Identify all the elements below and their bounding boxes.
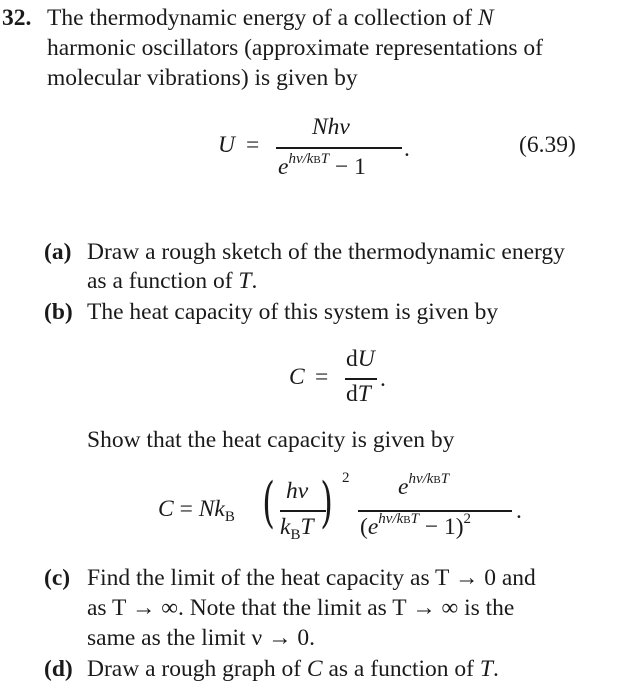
eq2-frac1-num: hν bbox=[286, 478, 309, 504]
part-c-line-3 bbox=[87, 624, 315, 652]
part-a-var-T: T bbox=[238, 268, 252, 294]
eq2-power: 2 bbox=[342, 470, 350, 486]
part-b-label: (b) bbox=[44, 299, 73, 325]
eq-U-lhs: U bbox=[218, 132, 235, 158]
eq-C-den: dT bbox=[346, 381, 371, 407]
intro-line-3 bbox=[47, 64, 358, 92]
eq-U-fraction-bar bbox=[276, 147, 402, 149]
part-d-label: (d) bbox=[44, 656, 73, 682]
eq2-frac2-num bbox=[398, 471, 450, 501]
eq2-frac1-den: $k_BT$ bbox=[280, 514, 314, 543]
eq-C-fraction-bar bbox=[345, 378, 377, 380]
part-c-line-1 bbox=[87, 564, 536, 592]
problem-number bbox=[2, 4, 31, 32]
eq-number: (6.39) bbox=[519, 132, 576, 158]
part-a-period: . bbox=[251, 268, 258, 294]
eq2-frac2-den-rest: − 1) bbox=[424, 514, 464, 540]
eq-U-denominator bbox=[278, 151, 366, 181]
problem-number-label: 32. bbox=[2, 5, 32, 31]
eq-C-equals: = bbox=[315, 364, 329, 390]
part-a-label: (a) bbox=[44, 239, 72, 265]
intro-text-3: molecular vibrations) is given by bbox=[47, 65, 358, 91]
eq2-frac2-den-pow: 2 bbox=[463, 511, 472, 527]
part-d-var-C: C bbox=[306, 656, 323, 682]
part-a-text-2: as a function of bbox=[87, 268, 233, 294]
part-c-text-2: as T → ∞. Note that the limit as T → ∞ is the bbox=[87, 595, 515, 621]
part-d-text-2: as a function of bbox=[328, 656, 475, 682]
intro-text-2: harmonic oscillators (approximate representations of bbox=[47, 35, 543, 61]
eq2-frac2-num-base: e bbox=[398, 474, 409, 500]
intro-line-2 bbox=[47, 34, 543, 62]
intro-line-1 bbox=[47, 4, 494, 32]
part-d-line-1 bbox=[87, 655, 499, 683]
part-d-var-T: T bbox=[479, 656, 493, 682]
eq2-lhs: $C = Nk_B$ bbox=[158, 496, 235, 525]
part-b-text-2: Show that the heat capacity is given by bbox=[87, 427, 455, 453]
part-a-line-1 bbox=[87, 238, 565, 266]
eq2-left-paren: ( bbox=[262, 471, 275, 534]
part-d-text-1: Draw a rough graph of bbox=[87, 656, 302, 682]
eq-C-lhs: C bbox=[289, 364, 305, 390]
part-c-line-2 bbox=[87, 594, 514, 622]
eq2-frac2-den-exp: hν/kBT bbox=[378, 511, 419, 527]
eq-U-den-rest: − 1 bbox=[334, 154, 366, 180]
part-c-text-3: same as the limit ν → 0. bbox=[87, 625, 315, 651]
eq-U-den-exp: hν/kBT bbox=[288, 151, 330, 167]
eq-U-numerator: Nhν bbox=[312, 114, 350, 140]
eq2-frac1-bar bbox=[280, 510, 326, 512]
part-c-label: (c) bbox=[44, 565, 71, 591]
part-c-text-1: Find the limit of the heat capacity as T → 0 and bbox=[87, 565, 536, 591]
eq-U-trail: . bbox=[404, 136, 410, 162]
eq-U-den-base: e bbox=[278, 154, 289, 180]
eq-U-equals: = bbox=[246, 132, 260, 158]
part-a-line-2 bbox=[87, 267, 257, 295]
part-b-text-1: The heat capacity of this system is given by bbox=[87, 299, 499, 325]
eq2-frac2-num-exp: hν/kBT bbox=[408, 471, 450, 487]
eq2-right-paren: ) bbox=[320, 471, 333, 534]
eq2-frac2-den: $(e^{h\nu/kBT} - 1)^2$ bbox=[360, 511, 472, 540]
intro-text-1: The thermodynamic energy of a collection of bbox=[47, 5, 473, 31]
intro-var-N: N bbox=[477, 5, 494, 31]
eq-C-trail: . bbox=[380, 366, 386, 392]
part-a-text-1: Draw a rough sketch of the thermodynamic energy bbox=[87, 239, 565, 265]
part-b-line-1 bbox=[87, 298, 498, 326]
part-d-period: . bbox=[492, 656, 499, 682]
eq2-trail: . bbox=[516, 498, 522, 524]
part-b-line-2 bbox=[87, 426, 454, 454]
eq-C-num: dU bbox=[346, 346, 375, 372]
